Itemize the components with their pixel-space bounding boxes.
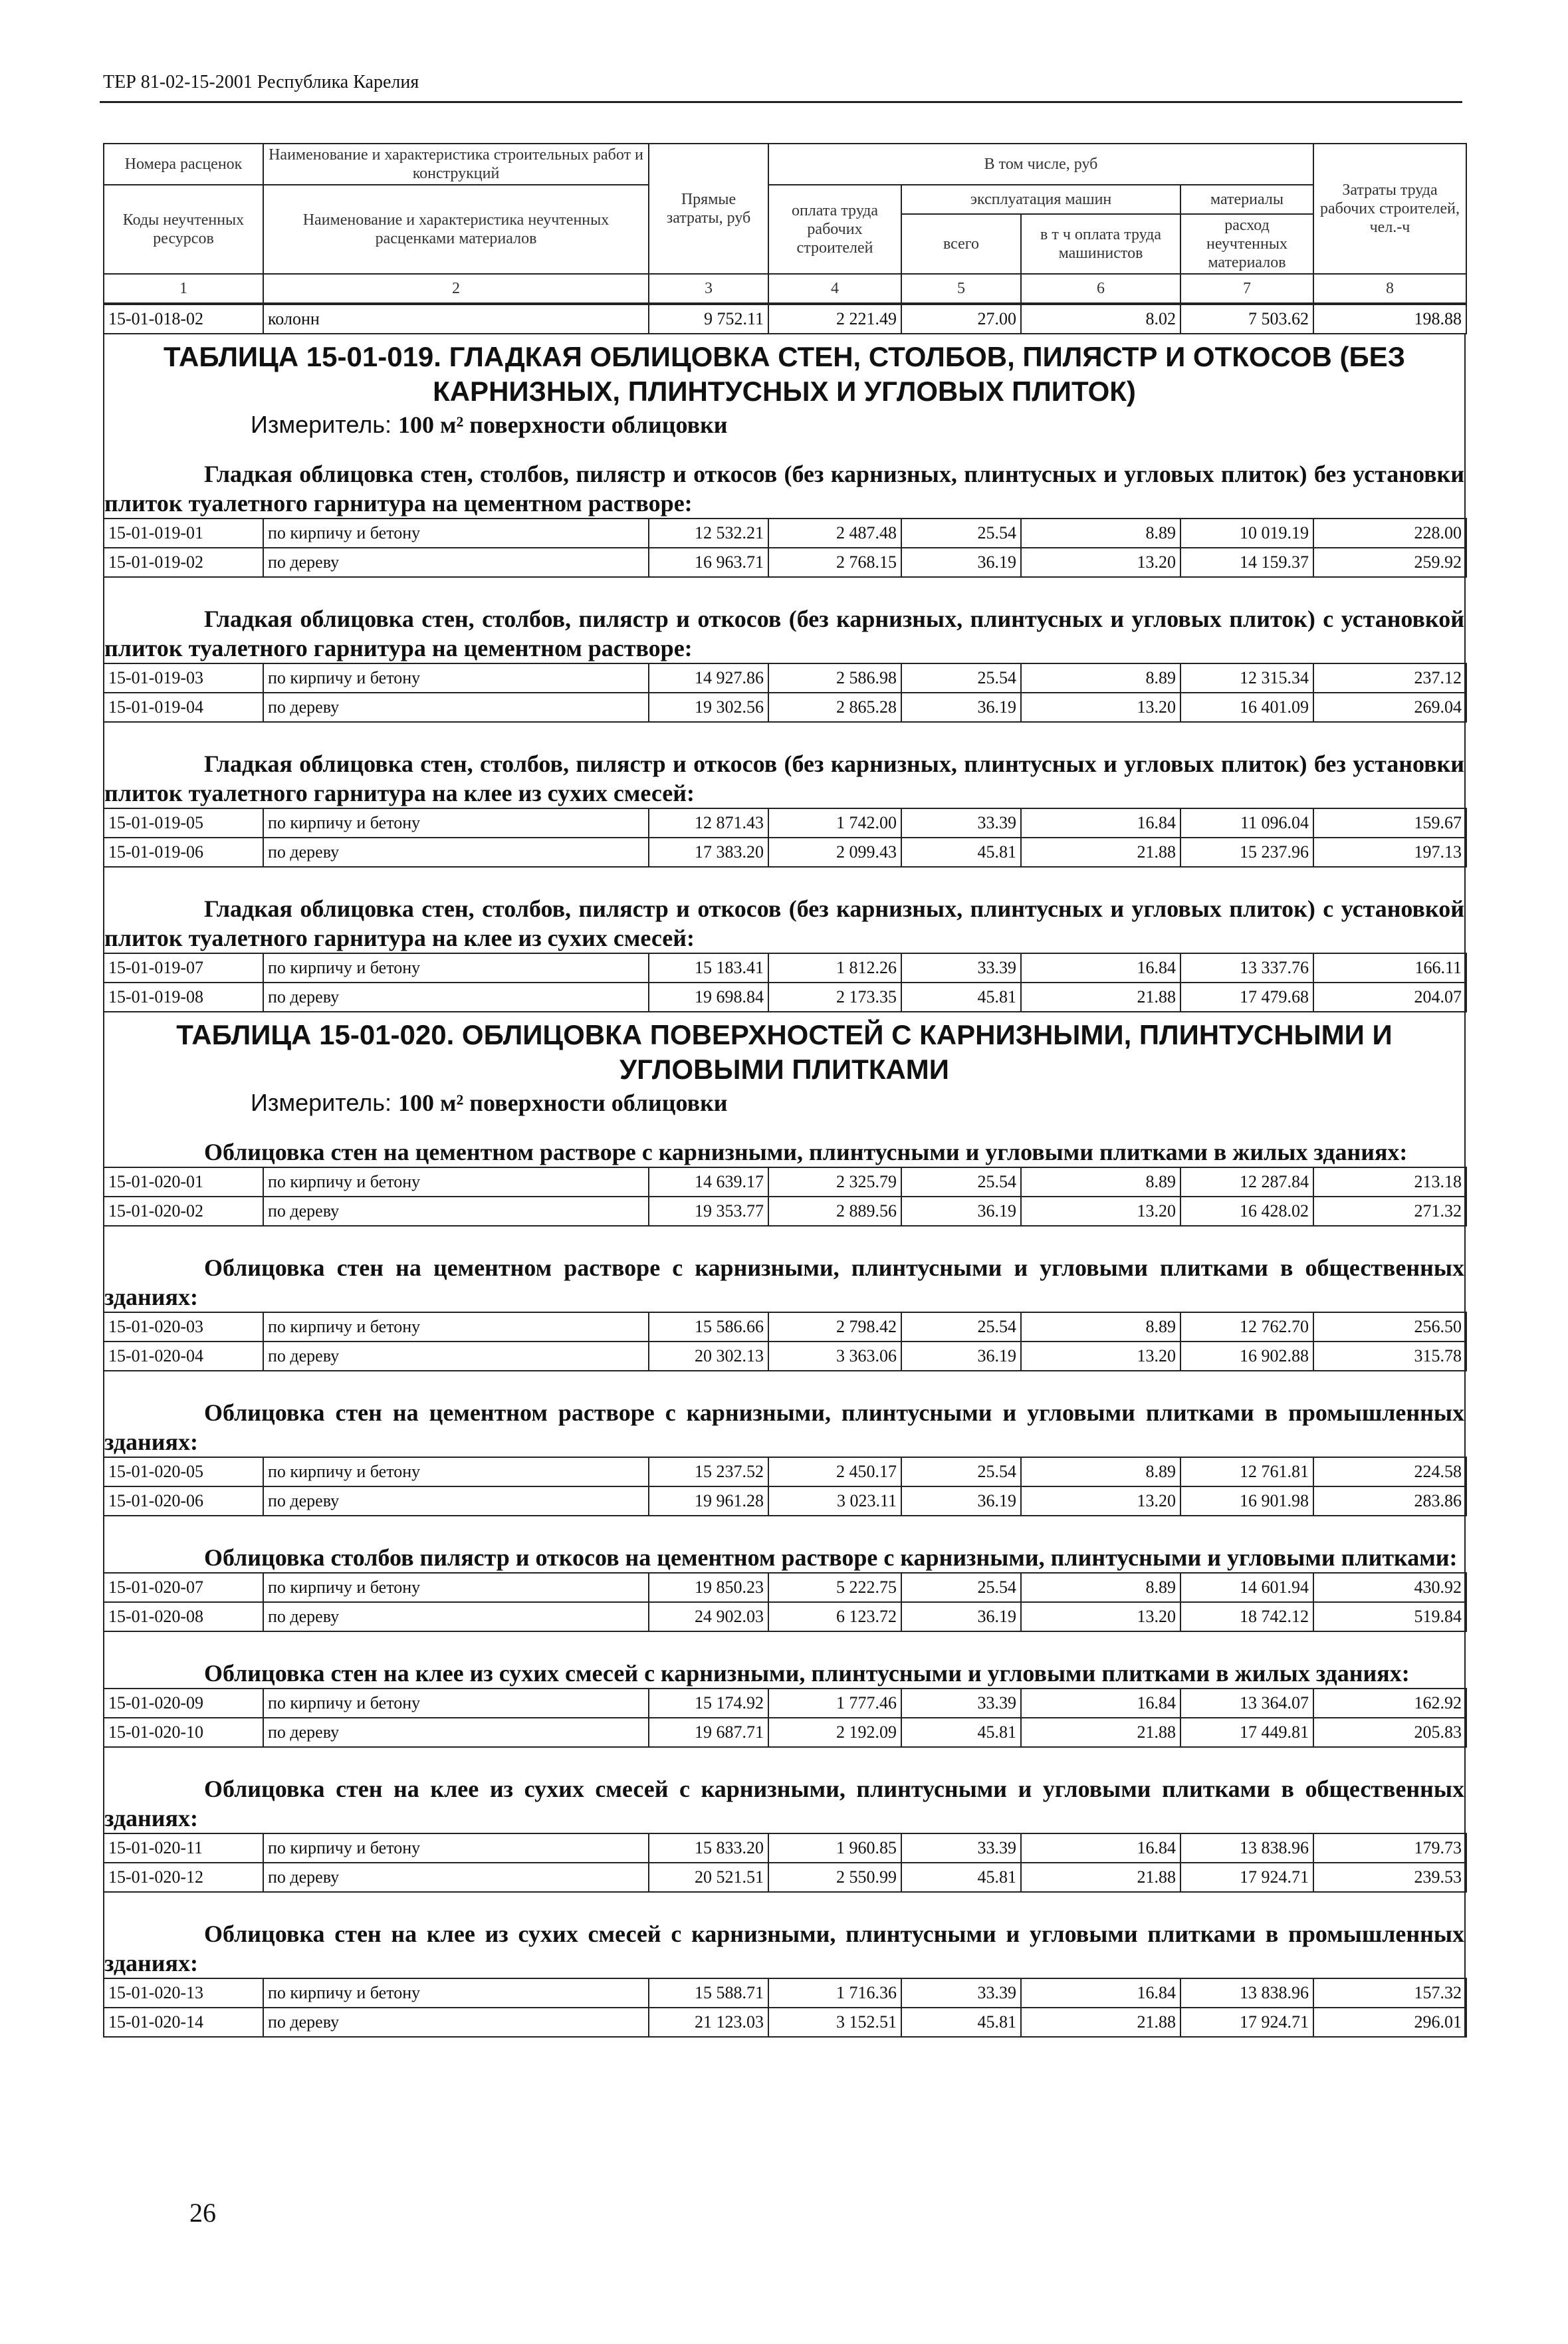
col-number: 1 xyxy=(104,274,263,303)
materials: 16 902.88 xyxy=(1180,1342,1313,1371)
table-meter xyxy=(104,409,1464,441)
direct-costs: 19 302.56 xyxy=(649,693,768,722)
table-row xyxy=(104,1833,1466,1863)
rate-table xyxy=(103,808,1467,868)
table-row xyxy=(104,838,1466,867)
machines-total: 36.19 xyxy=(901,1486,1021,1516)
rate-code: 15-01-019-04 xyxy=(104,693,263,722)
operator-wages: 8.89 xyxy=(1021,1573,1180,1602)
machines-total: 45.81 xyxy=(901,2008,1021,2037)
col-number: 6 xyxy=(1021,274,1180,303)
rate-code: 15-01-019-07 xyxy=(104,953,263,983)
rate-code: 15-01-019-01 xyxy=(104,519,263,548)
rate-code: 15-01-020-06 xyxy=(104,1486,263,1516)
rate-code: 15-01-020-07 xyxy=(104,1573,263,1602)
col-header-unaccounted-materials: расход неучтенных материалов xyxy=(1180,214,1313,274)
rate-code: 15-01-020-14 xyxy=(104,2008,263,2037)
rate-code: 15-01-018-02 xyxy=(104,304,263,334)
meter-value: 100 м² поверхности облицовки xyxy=(397,411,728,438)
table-row xyxy=(104,304,1466,334)
section-heading: Облицовка столбов пилястр и откосов на цементном растворе с карнизными, плинтусными и угловыми плитками: xyxy=(204,1544,1458,1571)
labor-hours: 259.92 xyxy=(1313,548,1466,577)
machines-total: 25.54 xyxy=(901,1167,1021,1197)
wages: 3 023.11 xyxy=(768,1486,901,1516)
rate-table-block xyxy=(103,334,1466,1012)
section-heading: Гладкая облицовка стен, столбов, пилястр и откосов (без карнизных, плинтусных и угловых плиток) без установки плиток туалетного гарнитура на клее из сухих смесей: xyxy=(104,751,1464,806)
operator-wages: 8.89 xyxy=(1021,519,1180,548)
labor-hours: 157.32 xyxy=(1313,1978,1466,2008)
materials: 10 019.19 xyxy=(1180,519,1313,548)
rate-table xyxy=(103,663,1467,723)
direct-costs: 19 687.71 xyxy=(649,1718,768,1747)
operator-wages: 21.88 xyxy=(1021,838,1180,867)
wages: 2 099.43 xyxy=(768,838,901,867)
column-number-row xyxy=(104,274,1466,303)
wages: 2 586.98 xyxy=(768,663,901,693)
operator-wages: 8.89 xyxy=(1021,1457,1180,1486)
labor-hours: 283.86 xyxy=(1313,1486,1466,1516)
labor-hours: 224.58 xyxy=(1313,1457,1466,1486)
wages: 2 325.79 xyxy=(768,1167,901,1197)
machines-total: 36.19 xyxy=(901,1342,1021,1371)
direct-costs: 15 586.66 xyxy=(649,1312,768,1342)
direct-costs: 14 927.86 xyxy=(649,663,768,693)
page-header: ТЕР 81-02-15-2001 Республика Карелия xyxy=(103,72,419,92)
machines-total: 33.39 xyxy=(901,808,1021,838)
operator-wages: 13.20 xyxy=(1021,1197,1180,1226)
direct-costs: 21 123.03 xyxy=(649,2008,768,2037)
section-heading: Гладкая облицовка стен, столбов, пилястр и откосов (без карнизных, плинтусных и угловых плиток) с установкой плиток туалетного гарнитура на клее из сухих смесей: xyxy=(104,895,1464,951)
table-row xyxy=(104,953,1466,983)
labor-hours: 166.11 xyxy=(1313,953,1466,983)
wages: 1 716.36 xyxy=(768,1978,901,2008)
labor-hours: 197.13 xyxy=(1313,838,1466,867)
direct-costs: 24 902.03 xyxy=(649,1602,768,1631)
work-name: колонн xyxy=(263,304,649,334)
wages: 2 192.09 xyxy=(768,1718,901,1747)
operator-wages: 16.84 xyxy=(1021,1978,1180,2008)
materials: 16 901.98 xyxy=(1180,1486,1313,1516)
work-name: по кирпичу и бетону xyxy=(263,1978,649,2008)
rate-code: 15-01-020-04 xyxy=(104,1342,263,1371)
operator-wages: 21.88 xyxy=(1021,1718,1180,1747)
materials: 13 838.96 xyxy=(1180,1978,1313,2008)
direct-costs: 15 237.52 xyxy=(649,1457,768,1486)
col-header-machines: эксплуатация машин xyxy=(901,185,1180,214)
table-row xyxy=(104,1573,1466,1602)
rate-table xyxy=(103,1833,1467,1893)
work-name: по кирпичу и бетону xyxy=(263,519,649,548)
wages: 2 798.42 xyxy=(768,1312,901,1342)
rate-code: 15-01-019-06 xyxy=(104,838,263,867)
col-header-machines-total: всего xyxy=(901,214,1021,274)
table-row xyxy=(104,1457,1466,1486)
rate-table xyxy=(103,1978,1467,2038)
labor-hours: 237.12 xyxy=(1313,663,1466,693)
rate-table xyxy=(103,1312,1467,1371)
table-row xyxy=(104,693,1466,722)
direct-costs: 16 963.71 xyxy=(649,548,768,577)
section-heading: Облицовка стен на клее из сухих смесей с карнизными, плинтусными и угловыми плитками в промышленных зданиях: xyxy=(104,1921,1464,1976)
col-header-materials-names: Наименование и характеристика неучтенных расценками материалов xyxy=(263,185,649,274)
col-number: 8 xyxy=(1313,274,1466,303)
col-number: 3 xyxy=(649,274,768,303)
work-name: по дереву xyxy=(263,1718,649,1747)
work-name: по кирпичу и бетону xyxy=(263,1167,649,1197)
rate-code: 15-01-019-08 xyxy=(104,983,263,1012)
labor-hours: 256.50 xyxy=(1313,1312,1466,1342)
rate-code: 15-01-020-13 xyxy=(104,1978,263,2008)
machines-total: 33.39 xyxy=(901,1689,1021,1718)
labor-hours: 198.88 xyxy=(1313,304,1466,334)
rate-table xyxy=(103,518,1467,578)
direct-costs: 15 174.92 xyxy=(649,1689,768,1718)
direct-costs: 15 833.20 xyxy=(649,1833,768,1863)
materials: 12 287.84 xyxy=(1180,1167,1313,1197)
wages: 3 363.06 xyxy=(768,1342,901,1371)
tables-container xyxy=(103,334,1466,2038)
work-name: по дереву xyxy=(263,1602,649,1631)
section-heading: Облицовка стен на цементном растворе с карнизными, плинтусными и угловыми плитками в общественных зданиях: xyxy=(104,1254,1464,1310)
operator-wages: 8.89 xyxy=(1021,1312,1180,1342)
machines-total: 25.54 xyxy=(901,519,1021,548)
table-row xyxy=(104,1312,1466,1342)
work-name: по дереву xyxy=(263,548,649,577)
wages: 1 960.85 xyxy=(768,1833,901,1863)
col-number: 7 xyxy=(1180,274,1313,303)
labor-hours: 430.92 xyxy=(1313,1573,1466,1602)
col-header-wages: оплата труда рабочих строителей xyxy=(768,185,901,274)
rate-code: 15-01-019-05 xyxy=(104,808,263,838)
table-row xyxy=(104,1342,1466,1371)
wages: 2 865.28 xyxy=(768,693,901,722)
work-name: по дереву xyxy=(263,838,649,867)
work-name: по кирпичу и бетону xyxy=(263,808,649,838)
direct-costs: 12 871.43 xyxy=(649,808,768,838)
col-header-names: Наименование и характеристика строительных работ и конструкций xyxy=(263,144,649,185)
labor-hours: 269.04 xyxy=(1313,693,1466,722)
operator-wages: 16.84 xyxy=(1021,1689,1180,1718)
section-heading: Облицовка стен на цементном растворе с карнизными, плинтусными и угловыми плитками в жилых зданиях: xyxy=(204,1139,1408,1165)
rate-code: 15-01-020-05 xyxy=(104,1457,263,1486)
direct-costs: 19 698.84 xyxy=(649,983,768,1012)
rate-table xyxy=(103,953,1467,1012)
machines-total: 45.81 xyxy=(901,1863,1021,1892)
operator-wages: 21.88 xyxy=(1021,1863,1180,1892)
machines-total: 36.19 xyxy=(901,1602,1021,1631)
materials: 13 364.07 xyxy=(1180,1689,1313,1718)
table-title: ТАБЛИЦА 15-01-020. ОБЛИЦОВКА ПОВЕРХНОСТЕЙ С КАРНИЗНЫМИ, ПЛИНТУСНЫМИ И УГЛОВЫМИ ПЛИТКАМИ xyxy=(176,1019,1393,1085)
materials: 17 479.68 xyxy=(1180,983,1313,1012)
direct-costs: 19 961.28 xyxy=(649,1486,768,1516)
col-header-codes: Номера расценок xyxy=(104,144,263,185)
rate-code: 15-01-020-01 xyxy=(104,1167,263,1197)
materials: 13 838.96 xyxy=(1180,1833,1313,1863)
wages: 2 221.49 xyxy=(768,304,901,334)
labor-hours: 205.83 xyxy=(1313,1718,1466,1747)
work-name: по кирпичу и бетону xyxy=(263,1457,649,1486)
direct-costs: 12 532.21 xyxy=(649,519,768,548)
section-heading: Облицовка стен на клее из сухих смесей с карнизными, плинтусными и угловыми плитками в общественных зданиях: xyxy=(104,1776,1464,1831)
table-row xyxy=(104,1197,1466,1226)
work-name: по дереву xyxy=(263,1486,649,1516)
work-name: по дереву xyxy=(263,1863,649,1892)
meter-label: Измеритель: xyxy=(251,1089,392,1116)
operator-wages: 8.89 xyxy=(1021,663,1180,693)
col-header-labor: Затраты труда рабочих строителей, чел.-ч xyxy=(1313,144,1466,274)
table-row xyxy=(104,1718,1466,1747)
operator-wages: 16.84 xyxy=(1021,808,1180,838)
wages: 1 777.46 xyxy=(768,1689,901,1718)
col-number: 2 xyxy=(263,274,649,303)
wages: 6 123.72 xyxy=(768,1602,901,1631)
rate-table xyxy=(103,1167,1467,1227)
machines-total: 25.54 xyxy=(901,1457,1021,1486)
materials: 11 096.04 xyxy=(1180,808,1313,838)
direct-costs: 14 639.17 xyxy=(649,1167,768,1197)
table-row xyxy=(104,2008,1466,2037)
wages: 1 812.26 xyxy=(768,953,901,983)
labor-hours: 204.07 xyxy=(1313,983,1466,1012)
operator-wages: 8.89 xyxy=(1021,1167,1180,1197)
operator-wages: 13.20 xyxy=(1021,548,1180,577)
section-heading: Облицовка стен на цементном растворе с карнизными, плинтусными и угловыми плитками в промышленных зданиях: xyxy=(104,1399,1464,1455)
materials: 14 601.94 xyxy=(1180,1573,1313,1602)
machines-total: 25.54 xyxy=(901,1312,1021,1342)
machines-total: 36.19 xyxy=(901,1197,1021,1226)
wages: 2 889.56 xyxy=(768,1197,901,1226)
rate-code: 15-01-020-10 xyxy=(104,1718,263,1747)
labor-hours: 179.73 xyxy=(1313,1833,1466,1863)
work-name: по дереву xyxy=(263,2008,649,2037)
table-row xyxy=(104,663,1466,693)
machines-total: 45.81 xyxy=(901,983,1021,1012)
direct-costs: 17 383.20 xyxy=(649,838,768,867)
col-number: 4 xyxy=(768,274,901,303)
rate-code: 15-01-020-03 xyxy=(104,1312,263,1342)
materials: 18 742.12 xyxy=(1180,1602,1313,1631)
work-name: по кирпичу и бетону xyxy=(263,1312,649,1342)
col-number: 5 xyxy=(901,274,1021,303)
machines-total: 27.00 xyxy=(901,304,1021,334)
document-body xyxy=(103,143,1466,2038)
materials: 16 428.02 xyxy=(1180,1197,1313,1226)
rate-code: 15-01-020-09 xyxy=(104,1689,263,1718)
labor-hours: 519.84 xyxy=(1313,1602,1466,1631)
machines-total: 33.39 xyxy=(901,1978,1021,2008)
operator-wages: 13.20 xyxy=(1021,1342,1180,1371)
operator-wages: 8.02 xyxy=(1021,304,1180,334)
operator-wages: 16.84 xyxy=(1021,1833,1180,1863)
table-row xyxy=(104,1486,1466,1516)
operator-wages: 21.88 xyxy=(1021,2008,1180,2037)
wages: 5 222.75 xyxy=(768,1573,901,1602)
table-row xyxy=(104,1602,1466,1631)
rate-table xyxy=(103,1688,1467,1748)
operator-wages: 21.88 xyxy=(1021,983,1180,1012)
direct-costs: 20 302.13 xyxy=(649,1342,768,1371)
machines-total: 33.39 xyxy=(901,1833,1021,1863)
section-heading: Гладкая облицовка стен, столбов, пилястр и откосов (без карнизных, плинтусных и угловых плиток) без установки плиток туалетного гарнитура на цементном растворе: xyxy=(104,461,1464,517)
materials: 12 315.34 xyxy=(1180,663,1313,693)
work-name: по кирпичу и бетону xyxy=(263,663,649,693)
page-number: 26 xyxy=(189,2198,216,2228)
labor-hours: 315.78 xyxy=(1313,1342,1466,1371)
table-row xyxy=(104,519,1466,548)
rate-code: 15-01-019-02 xyxy=(104,548,263,577)
machines-total: 25.54 xyxy=(901,663,1021,693)
wages: 2 550.99 xyxy=(768,1863,901,1892)
first-row-table xyxy=(103,304,1467,334)
table-row xyxy=(104,1167,1466,1197)
operator-wages: 13.20 xyxy=(1021,693,1180,722)
meter-value: 100 м² поверхности облицовки xyxy=(397,1090,728,1116)
operator-wages: 13.20 xyxy=(1021,1486,1180,1516)
work-name: по кирпичу и бетону xyxy=(263,1573,649,1602)
direct-costs: 15 588.71 xyxy=(649,1978,768,2008)
wages: 2 450.17 xyxy=(768,1457,901,1486)
labor-hours: 162.92 xyxy=(1313,1689,1466,1718)
materials: 17 924.71 xyxy=(1180,1863,1313,1892)
table-row xyxy=(104,1863,1466,1892)
rate-code: 15-01-020-02 xyxy=(104,1197,263,1226)
work-name: по дереву xyxy=(263,1197,649,1226)
direct-costs: 20 521.51 xyxy=(649,1863,768,1892)
rate-code: 15-01-020-11 xyxy=(104,1833,263,1863)
machines-total: 25.54 xyxy=(901,1573,1021,1602)
direct-costs: 19 353.77 xyxy=(649,1197,768,1226)
materials: 14 159.37 xyxy=(1180,548,1313,577)
direct-costs: 15 183.41 xyxy=(649,953,768,983)
labor-hours: 239.53 xyxy=(1313,1863,1466,1892)
labor-hours: 296.01 xyxy=(1313,2008,1466,2037)
work-name: по дереву xyxy=(263,1342,649,1371)
materials: 15 237.96 xyxy=(1180,838,1313,867)
work-name: по дереву xyxy=(263,983,649,1012)
work-name: по кирпичу и бетону xyxy=(263,1689,649,1718)
machines-total: 45.81 xyxy=(901,1718,1021,1747)
table-meter xyxy=(104,1087,1464,1119)
work-name: по дереву xyxy=(263,693,649,722)
materials: 17 449.81 xyxy=(1180,1718,1313,1747)
operator-wages: 16.84 xyxy=(1021,953,1180,983)
col-header-materials: материалы xyxy=(1180,185,1313,214)
work-name: по кирпичу и бетону xyxy=(263,953,649,983)
section-heading: Облицовка стен на клее из сухих смесей с карнизными, плинтусными и угловыми плитками в жилых зданиях: xyxy=(204,1660,1410,1687)
machines-total: 45.81 xyxy=(901,838,1021,867)
col-header-operator-wages: в т ч оплата труда машинистов xyxy=(1021,214,1180,274)
rate-code: 15-01-020-12 xyxy=(104,1863,263,1892)
table-row xyxy=(104,983,1466,1012)
wages: 3 152.51 xyxy=(768,2008,901,2037)
header-rule xyxy=(100,101,1462,103)
col-header-including: В том числе, руб xyxy=(768,144,1313,185)
wages: 1 742.00 xyxy=(768,808,901,838)
materials: 7 503.62 xyxy=(1180,304,1313,334)
wages: 2 487.48 xyxy=(768,519,901,548)
column-header-table xyxy=(103,143,1467,304)
materials: 13 337.76 xyxy=(1180,953,1313,983)
rate-table-block xyxy=(103,1012,1466,2038)
machines-total: 33.39 xyxy=(901,953,1021,983)
table-row xyxy=(104,1978,1466,2008)
labor-hours: 159.67 xyxy=(1313,808,1466,838)
wages: 2 768.15 xyxy=(768,548,901,577)
table-row xyxy=(104,808,1466,838)
table-row xyxy=(104,1689,1466,1718)
work-name: по кирпичу и бетону xyxy=(263,1833,649,1863)
machines-total: 36.19 xyxy=(901,548,1021,577)
materials: 12 761.81 xyxy=(1180,1457,1313,1486)
table-title: ТАБЛИЦА 15-01-019. ГЛАДКАЯ ОБЛИЦОВКА СТЕН, СТОЛБОВ, ПИЛЯСТР И ОТКОСОВ (БЕЗ КАРНИЗНЫХ, ПЛИНТУСНЫХ И УГЛОВЫХ ПЛИТОК) xyxy=(163,341,1405,407)
section-heading: Гладкая облицовка стен, столбов, пилястр и откосов (без карнизных, плинтусных и угловых плиток) с установкой плиток туалетного гарнитура на цементном растворе: xyxy=(104,606,1464,661)
table-row xyxy=(104,548,1466,577)
operator-wages: 13.20 xyxy=(1021,1602,1180,1631)
col-header-resource-codes: Коды неучтенных ресурсов xyxy=(104,185,263,274)
direct-costs: 9 752.11 xyxy=(649,304,768,334)
direct-costs: 19 850.23 xyxy=(649,1573,768,1602)
rate-code: 15-01-020-08 xyxy=(104,1602,263,1631)
rate-table xyxy=(103,1572,1467,1632)
col-header-direct-costs: Прямые затраты, руб xyxy=(649,144,768,274)
meter-label: Измеритель: xyxy=(251,411,392,438)
rate-code: 15-01-019-03 xyxy=(104,663,263,693)
machines-total: 36.19 xyxy=(901,693,1021,722)
labor-hours: 213.18 xyxy=(1313,1167,1466,1197)
materials: 16 401.09 xyxy=(1180,693,1313,722)
labor-hours: 271.32 xyxy=(1313,1197,1466,1226)
materials: 12 762.70 xyxy=(1180,1312,1313,1342)
labor-hours: 228.00 xyxy=(1313,519,1466,548)
wages: 2 173.35 xyxy=(768,983,901,1012)
rate-table xyxy=(103,1457,1467,1516)
materials: 17 924.71 xyxy=(1180,2008,1313,2037)
